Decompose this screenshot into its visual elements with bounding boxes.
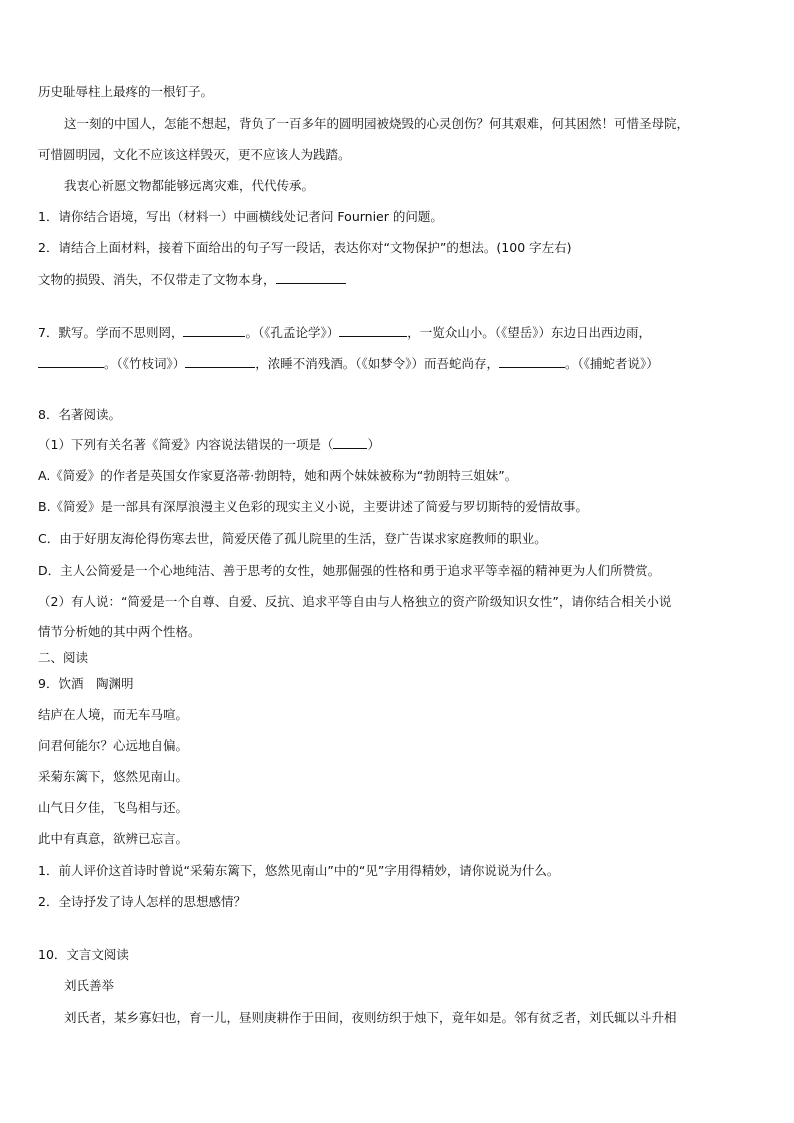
answer-blank[interactable] [339, 322, 407, 337]
poem-line: 问君何能尔？心远地自偏。 [38, 738, 189, 753]
option-a: A.《简爱》的作者是英国女作家夏洛蒂·勃朗特，她和两个妹妹被称为“勃朗特三姐妹”。 [38, 468, 518, 483]
passage-title: 刘氏善举 [64, 978, 115, 993]
prompt-text: 文物的损毁、消失，不仅带走了文物本身， [38, 272, 276, 287]
q8-text: ） [367, 437, 380, 452]
answer-blank[interactable] [183, 322, 245, 337]
question-8-1 [38, 435, 380, 455]
q7-text: 。（《孔孟论学》） [245, 325, 340, 340]
q7-text: ，浓睡不消残酒。（《如梦令》）而吾蛇尚存， [255, 356, 500, 371]
question-9-2: 2．全诗抒发了诗人怎样的思想感情？ [38, 894, 246, 909]
question-6-1: 1．请你结合语境，写出（材料一）中画横线处记者问 Fournier 的问题。 [38, 209, 443, 224]
q7-text: 。（《竹枝词》） [104, 356, 186, 371]
question-8-2: 情节分析她的其中两个性格。 [38, 624, 201, 639]
q7-text: 7．默写。学而不思则罔， [38, 325, 184, 340]
answer-blank[interactable] [499, 353, 565, 368]
poem-line: 此中有真意，欲辨已忘言。 [38, 831, 189, 846]
question-6-2: 2．请结合上面材料，接着下面给出的句子写一段话，表达你对“文物保护”的想法。(100 字左右) [38, 240, 572, 255]
poem-line: 山气日夕佳，飞鸟相与还。 [38, 800, 189, 815]
question-7-line2 [38, 353, 659, 374]
material-line: 历史耻辱柱上最疼的一根钉子。 [38, 84, 214, 99]
q7-text: 。（《捕蛇者说》） [565, 356, 659, 371]
question-8-2: （2）有人说：“简爱是一个自尊、自爱、反抗、追求平等自由与人格独立的资产阶级知识女性”，请你结合相关小说 [38, 594, 672, 609]
passage-text: 刘氏者，某乡寡妇也，育一儿，昼则庚耕作于田间，夜则纺织于烛下，竟年如是。邻有贫乏者，刘氏辄以斗升相 [64, 1010, 677, 1025]
answer-blank[interactable] [276, 269, 346, 284]
question-9-title: 9．饮酒 陶渊明 [38, 676, 134, 691]
answer-blank[interactable] [38, 353, 104, 368]
answer-blank[interactable] [185, 353, 255, 368]
option-d: D．主人公简爱是一个心地纯洁、善于思考的女性，她那倔强的性格和勇于追求平等幸福的精神更为人们所赞赏。 [38, 563, 661, 578]
question-8-title: 8．名著阅读。 [38, 407, 121, 422]
answer-blank[interactable] [333, 435, 367, 449]
poem-line: 结庐在人境，而无车马喧。 [38, 707, 189, 722]
material-line: 这一刻的中国人，怎能不想起，背负了一百多年的圆明园被烧毁的心灵创伤？何其艰难，何其困然！可惜圣母院， [64, 116, 690, 131]
option-b: B.《简爱》是一部具有深厚浪漫主义色彩的现实主义小说，主要讲述了简爱与罗切斯特的爱情故事。 [38, 499, 589, 514]
section-heading: 二、阅读 [38, 650, 89, 665]
poem-line: 采菊东篱下，悠然见南山。 [38, 769, 189, 784]
question-7-line1 [38, 322, 651, 343]
question-6-2-prompt [38, 269, 346, 290]
q8-text: （1）下列有关名著《简爱》内容说法错误的一项是（ [38, 437, 334, 452]
question-9-1: 1．前人评价这首诗时曾说“采菊东篱下，悠然见南山”中的“见”字用得精妙，请你说说为什么。 [38, 863, 560, 878]
material-line: 我衷心祈愿文物都能够远离灾难，代代传承。 [64, 178, 315, 193]
question-10-title: 10．文言文阅读 [38, 947, 129, 962]
option-c: C．由于好朋友海伦得伤寒去世，简爱厌倦了孤儿院里的生活，登广告谋求家庭教师的职业。 [38, 531, 547, 546]
q7-text: ，一览众山小。（《望岳》）东边日出西边雨， [407, 325, 651, 340]
material-line: 可惜圆明园，文化不应该这样毁灭，更不应该人为践踏。 [38, 147, 351, 162]
